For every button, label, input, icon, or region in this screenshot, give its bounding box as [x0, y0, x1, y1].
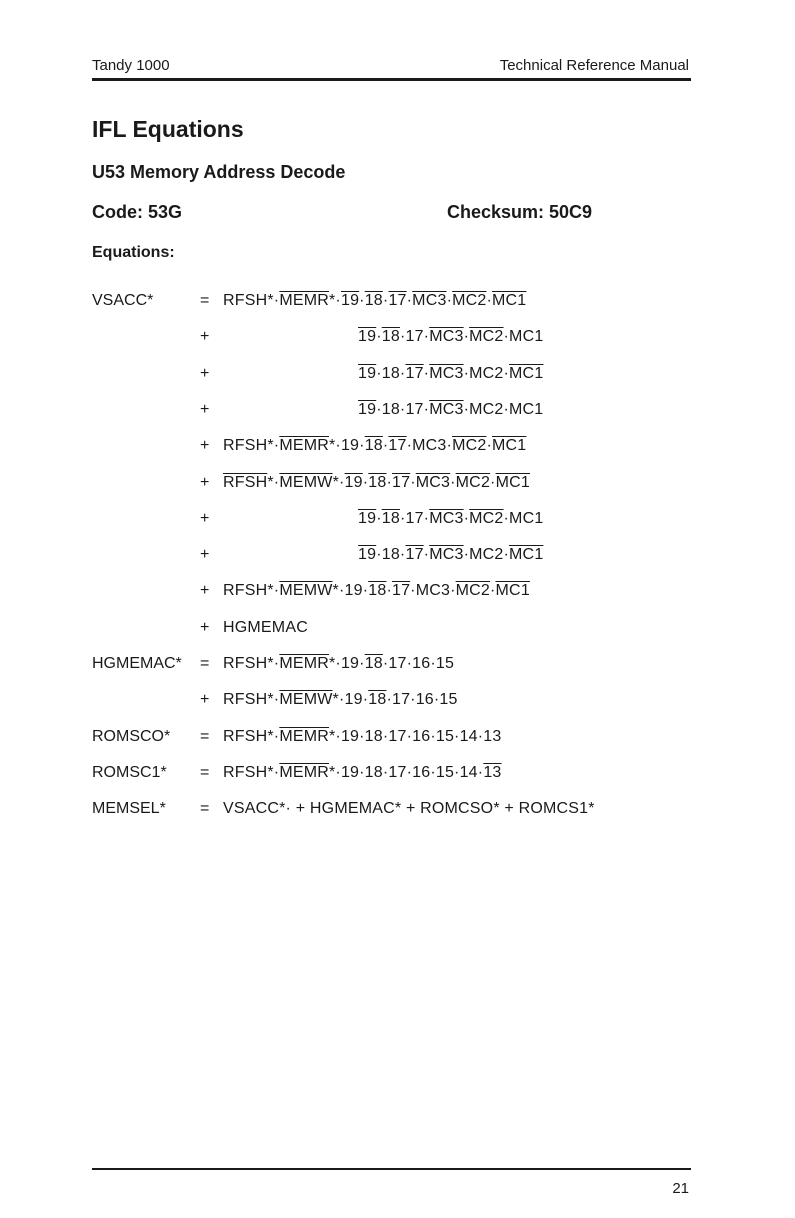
equation-row — [0, 728, 795, 762]
equation-row — [0, 691, 795, 725]
negated-term: MC1 — [495, 582, 530, 600]
equation-operator: + — [200, 364, 210, 382]
negated-term: RFSH — [223, 473, 268, 491]
negated-term: MC2 — [452, 292, 487, 309]
equation-lhs: ROMSC1* — [92, 763, 167, 781]
negated-term: MC3 — [429, 546, 464, 564]
term: · — [450, 473, 456, 491]
negated-term: 18 — [364, 292, 383, 309]
section-title: IFL Equations — [92, 116, 244, 142]
equation-row — [0, 437, 795, 471]
term: · — [423, 546, 430, 564]
negated-term: 17 — [388, 437, 407, 455]
negated-term: 18 — [364, 437, 383, 455]
negated-term: MC2 — [469, 328, 504, 346]
negated-term: MC2 — [452, 437, 487, 455]
equation-row — [0, 474, 795, 508]
negated-term: 19 — [358, 509, 377, 527]
term: RFSH*· — [223, 292, 280, 309]
negated-term: MC3 — [429, 364, 464, 382]
term: · — [423, 364, 430, 382]
term: *·19· — [332, 691, 369, 709]
equation-lhs: MEMSEL* — [92, 800, 166, 818]
negated-term: MC3 — [412, 292, 447, 309]
term: · — [490, 473, 496, 491]
equation-row — [0, 764, 795, 798]
term: · — [406, 292, 413, 309]
equation-rhs — [358, 510, 543, 528]
term: ·17· — [399, 509, 430, 527]
term: · — [376, 328, 382, 346]
term: ·MC2· — [463, 364, 510, 382]
negated-term: 18 — [368, 582, 387, 600]
negated-term: 19 — [358, 364, 377, 382]
equation-operator: = — [200, 292, 210, 309]
equation-lhs: HGMEMAC* — [92, 655, 182, 672]
negated-term: 19 — [344, 473, 363, 491]
negated-term: 17 — [392, 473, 411, 491]
equation-rhs — [223, 764, 502, 782]
term: *·19· — [332, 582, 369, 600]
equation-row — [0, 510, 795, 544]
term: ·18· — [376, 546, 406, 564]
equation-operator: + — [200, 400, 210, 418]
term: *·19· — [329, 655, 365, 672]
negated-term: MC3 — [429, 328, 464, 346]
equation-rhs — [358, 546, 543, 564]
term: · — [382, 437, 389, 455]
term: VSACC*· + HGMEMAC* + ROMCSO* + ROMCS1* — [223, 800, 595, 818]
term: RFSH*· — [223, 727, 280, 745]
section-subtitle: U53 Memory Address Decode — [92, 162, 346, 182]
negated-term: MEMW — [279, 691, 333, 709]
term: · — [382, 292, 389, 309]
equation-row — [0, 365, 795, 399]
negated-term: MC3 — [415, 473, 451, 491]
device-code: Code: 53G — [92, 202, 183, 222]
term: *·19·18·17·16·15·14·13 — [329, 727, 502, 745]
term: ·17·16·15 — [386, 691, 458, 709]
equation-row — [0, 546, 795, 580]
negated-term: 17 — [391, 582, 411, 600]
negated-term: 17 — [405, 546, 424, 564]
negated-term: MC3 — [429, 400, 464, 418]
term: HGMEMAC — [223, 618, 308, 636]
running-header-left: Tandy 1000 — [92, 57, 170, 74]
term: ·MC3· — [406, 437, 453, 455]
equation-row — [0, 619, 795, 653]
term: *·19·18·17·16·15·14· — [329, 763, 484, 781]
equation-operator: + — [200, 509, 210, 527]
term: *· — [332, 473, 345, 491]
term: · — [359, 292, 365, 309]
equation-rhs — [223, 619, 308, 637]
checksum: Checksum: 50C9 — [447, 202, 593, 222]
term: · — [486, 292, 493, 309]
negated-term: MEMR — [279, 727, 329, 745]
equation-operator: + — [200, 618, 210, 636]
equation-operator: + — [200, 546, 210, 564]
equation-lhs: VSACC* — [92, 292, 154, 309]
equation-lhs: ROMSCO* — [92, 727, 171, 745]
equation-rhs — [223, 437, 526, 455]
negated-term: MEMR — [279, 437, 329, 455]
equation-operator: = — [200, 763, 210, 781]
negated-term: 19 — [358, 400, 377, 418]
negated-term: MC1 — [509, 364, 544, 382]
negated-term: 17 — [405, 364, 424, 382]
term: · — [463, 328, 470, 346]
negated-term: MC1 — [491, 437, 527, 455]
negated-term: 18 — [368, 691, 387, 709]
term: · — [463, 509, 470, 527]
equation-row — [0, 328, 795, 362]
page-number: 21 — [672, 1180, 689, 1197]
negated-term: 18 — [368, 473, 387, 491]
equation-rhs — [223, 292, 526, 310]
term: RFSH*· — [223, 437, 280, 455]
negated-term: MC1 — [509, 546, 544, 564]
equation-rhs — [223, 474, 530, 492]
term: · — [386, 473, 392, 491]
equation-operator: + — [200, 691, 210, 709]
negated-term: MC2 — [455, 582, 490, 600]
term: *·19· — [329, 437, 365, 455]
negated-term: 18 — [381, 328, 400, 346]
term: RFSH*· — [223, 582, 280, 600]
term: ·17·16·15 — [382, 655, 455, 672]
term: · — [376, 509, 382, 527]
equation-row — [0, 655, 795, 689]
equations-heading: Equations: — [92, 244, 175, 261]
equation-row — [0, 582, 795, 616]
equation-operator: + — [200, 473, 210, 491]
term: *· — [267, 473, 280, 491]
negated-term: 17 — [388, 292, 407, 309]
term: ·18·17· — [376, 400, 430, 418]
negated-term: MEMR — [279, 763, 329, 781]
negated-term: 13 — [483, 763, 502, 781]
equation-operator: + — [200, 582, 210, 600]
equation-operator: + — [200, 328, 210, 346]
equation-rhs — [223, 691, 458, 709]
equation-operator: = — [200, 800, 210, 818]
negated-term: MEMR — [279, 655, 329, 672]
equation-operator: = — [200, 655, 210, 672]
negated-term: 18 — [381, 509, 400, 527]
equation-rhs — [223, 800, 595, 818]
term: ·MC3· — [410, 582, 456, 600]
equation-rhs — [358, 328, 543, 346]
term: · — [410, 473, 416, 491]
equation-rhs — [358, 365, 543, 383]
negated-term: MC1 — [495, 473, 530, 491]
term: *· — [329, 292, 341, 309]
term: ·MC1 — [503, 509, 544, 527]
footer-rule — [92, 1168, 691, 1170]
negated-term: 18 — [364, 655, 383, 672]
equation-row — [0, 401, 795, 435]
negated-term: MC2 — [455, 473, 491, 491]
negated-term: 19 — [340, 292, 360, 309]
term: ·17· — [399, 328, 430, 346]
running-header-right: Technical Reference Manual — [499, 57, 689, 74]
negated-term: 19 — [358, 328, 377, 346]
term: · — [486, 437, 492, 455]
negated-term: MEMR — [279, 292, 329, 309]
term: RFSH*· — [223, 763, 280, 781]
equation-rhs — [223, 728, 502, 746]
negated-term: MC1 — [492, 292, 527, 309]
term: · — [446, 292, 453, 309]
term: RFSH*· — [223, 655, 280, 672]
header-rule — [92, 78, 691, 81]
term: RFSH*· — [223, 691, 280, 709]
equation-operator: + — [200, 437, 210, 455]
equation-rhs — [223, 655, 454, 673]
equation-row — [0, 800, 795, 834]
negated-term: MEMW — [279, 473, 333, 491]
term: ·MC2· — [463, 546, 510, 564]
term: ·MC1 — [503, 328, 544, 346]
term: · — [490, 582, 496, 600]
term: ·18· — [376, 364, 406, 382]
equation-rhs — [358, 401, 543, 419]
equation-rhs — [223, 582, 530, 600]
negated-term: MC2 — [469, 509, 504, 527]
negated-term: MC3 — [429, 509, 464, 527]
equation-row — [0, 292, 795, 326]
equation-operator: = — [200, 727, 210, 745]
term: · — [362, 473, 369, 491]
negated-term: MEMW — [279, 582, 333, 600]
negated-term: 19 — [358, 546, 377, 564]
term: · — [386, 582, 392, 600]
term: ·MC2·MC1 — [463, 400, 544, 418]
